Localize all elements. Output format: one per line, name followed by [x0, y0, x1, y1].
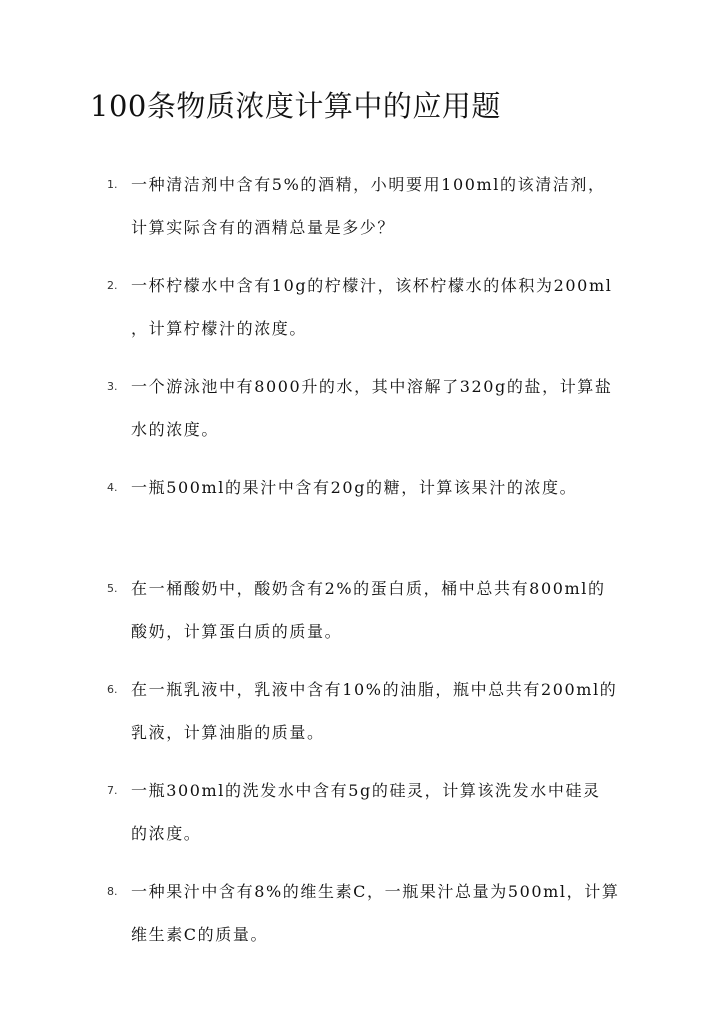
- question-text-line-2: 乳液，计算油脂的质量。: [131, 723, 325, 742]
- question-text-line-2: 酸奶，计算蛋白质的质量。: [131, 622, 343, 641]
- question-text-line-1: 一个游泳池中有8000升的水，其中溶解了320g的盐，计算盐: [131, 377, 613, 396]
- question-text-line-1: 在一桶酸奶中，酸奶含有2%的蛋白质，桶中总共有800ml的: [131, 579, 606, 598]
- question-number: 3.: [107, 380, 118, 393]
- page-title: 100条物质浓度计算中的应用题: [90, 89, 501, 123]
- question-item: [0, 164, 720, 265]
- question-item: [0, 669, 720, 770]
- question-text-line-1: 一种果汁中含有8%的维生素C，一瓶果汁总量为500ml，计算: [131, 882, 620, 901]
- question-text-line-1: 在一瓶乳液中，乳液中含有10%的油脂，瓶中总共有200ml的: [131, 680, 618, 699]
- question-item: [0, 265, 720, 366]
- question-item: [0, 871, 720, 972]
- question-text-line-1: 一种清洁剂中含有5%的酒精，小明要用100ml的该清洁剂，: [131, 175, 606, 194]
- question-text-line-2: 的浓度。: [131, 824, 202, 843]
- question-number: 8.: [107, 885, 118, 898]
- question-item: [0, 770, 720, 871]
- question-number: 4.: [107, 481, 118, 494]
- question-item: [0, 366, 720, 467]
- question-item: [0, 467, 720, 568]
- question-number: 1.: [107, 178, 118, 191]
- question-number: 7.: [107, 784, 118, 797]
- question-text-line-2: 维生素C的质量。: [131, 925, 269, 944]
- question-list: [0, 164, 720, 972]
- question-text-line-1: 一杯柠檬水中含有10g的柠檬汁，该杯柠檬水的体积为200ml: [131, 276, 613, 295]
- question-item: [0, 568, 720, 669]
- question-text-line-2: 计算实际含有的酒精总量是多少？: [131, 218, 396, 237]
- question-number: 5.: [107, 582, 118, 595]
- question-text-line-1: 一瓶500ml的果汁中含有20g的糖，计算该果汁的浓度。: [131, 478, 578, 497]
- question-number: 2.: [107, 279, 118, 292]
- question-text-line-1: 一瓶300ml的洗发水中含有5g的硅灵，计算该洗发水中硅灵: [131, 781, 601, 800]
- question-text-line-2: 水的浓度。: [131, 420, 220, 439]
- question-number: 6.: [107, 683, 118, 696]
- question-text-line-2: ，计算柠檬汁的浓度。: [131, 319, 308, 338]
